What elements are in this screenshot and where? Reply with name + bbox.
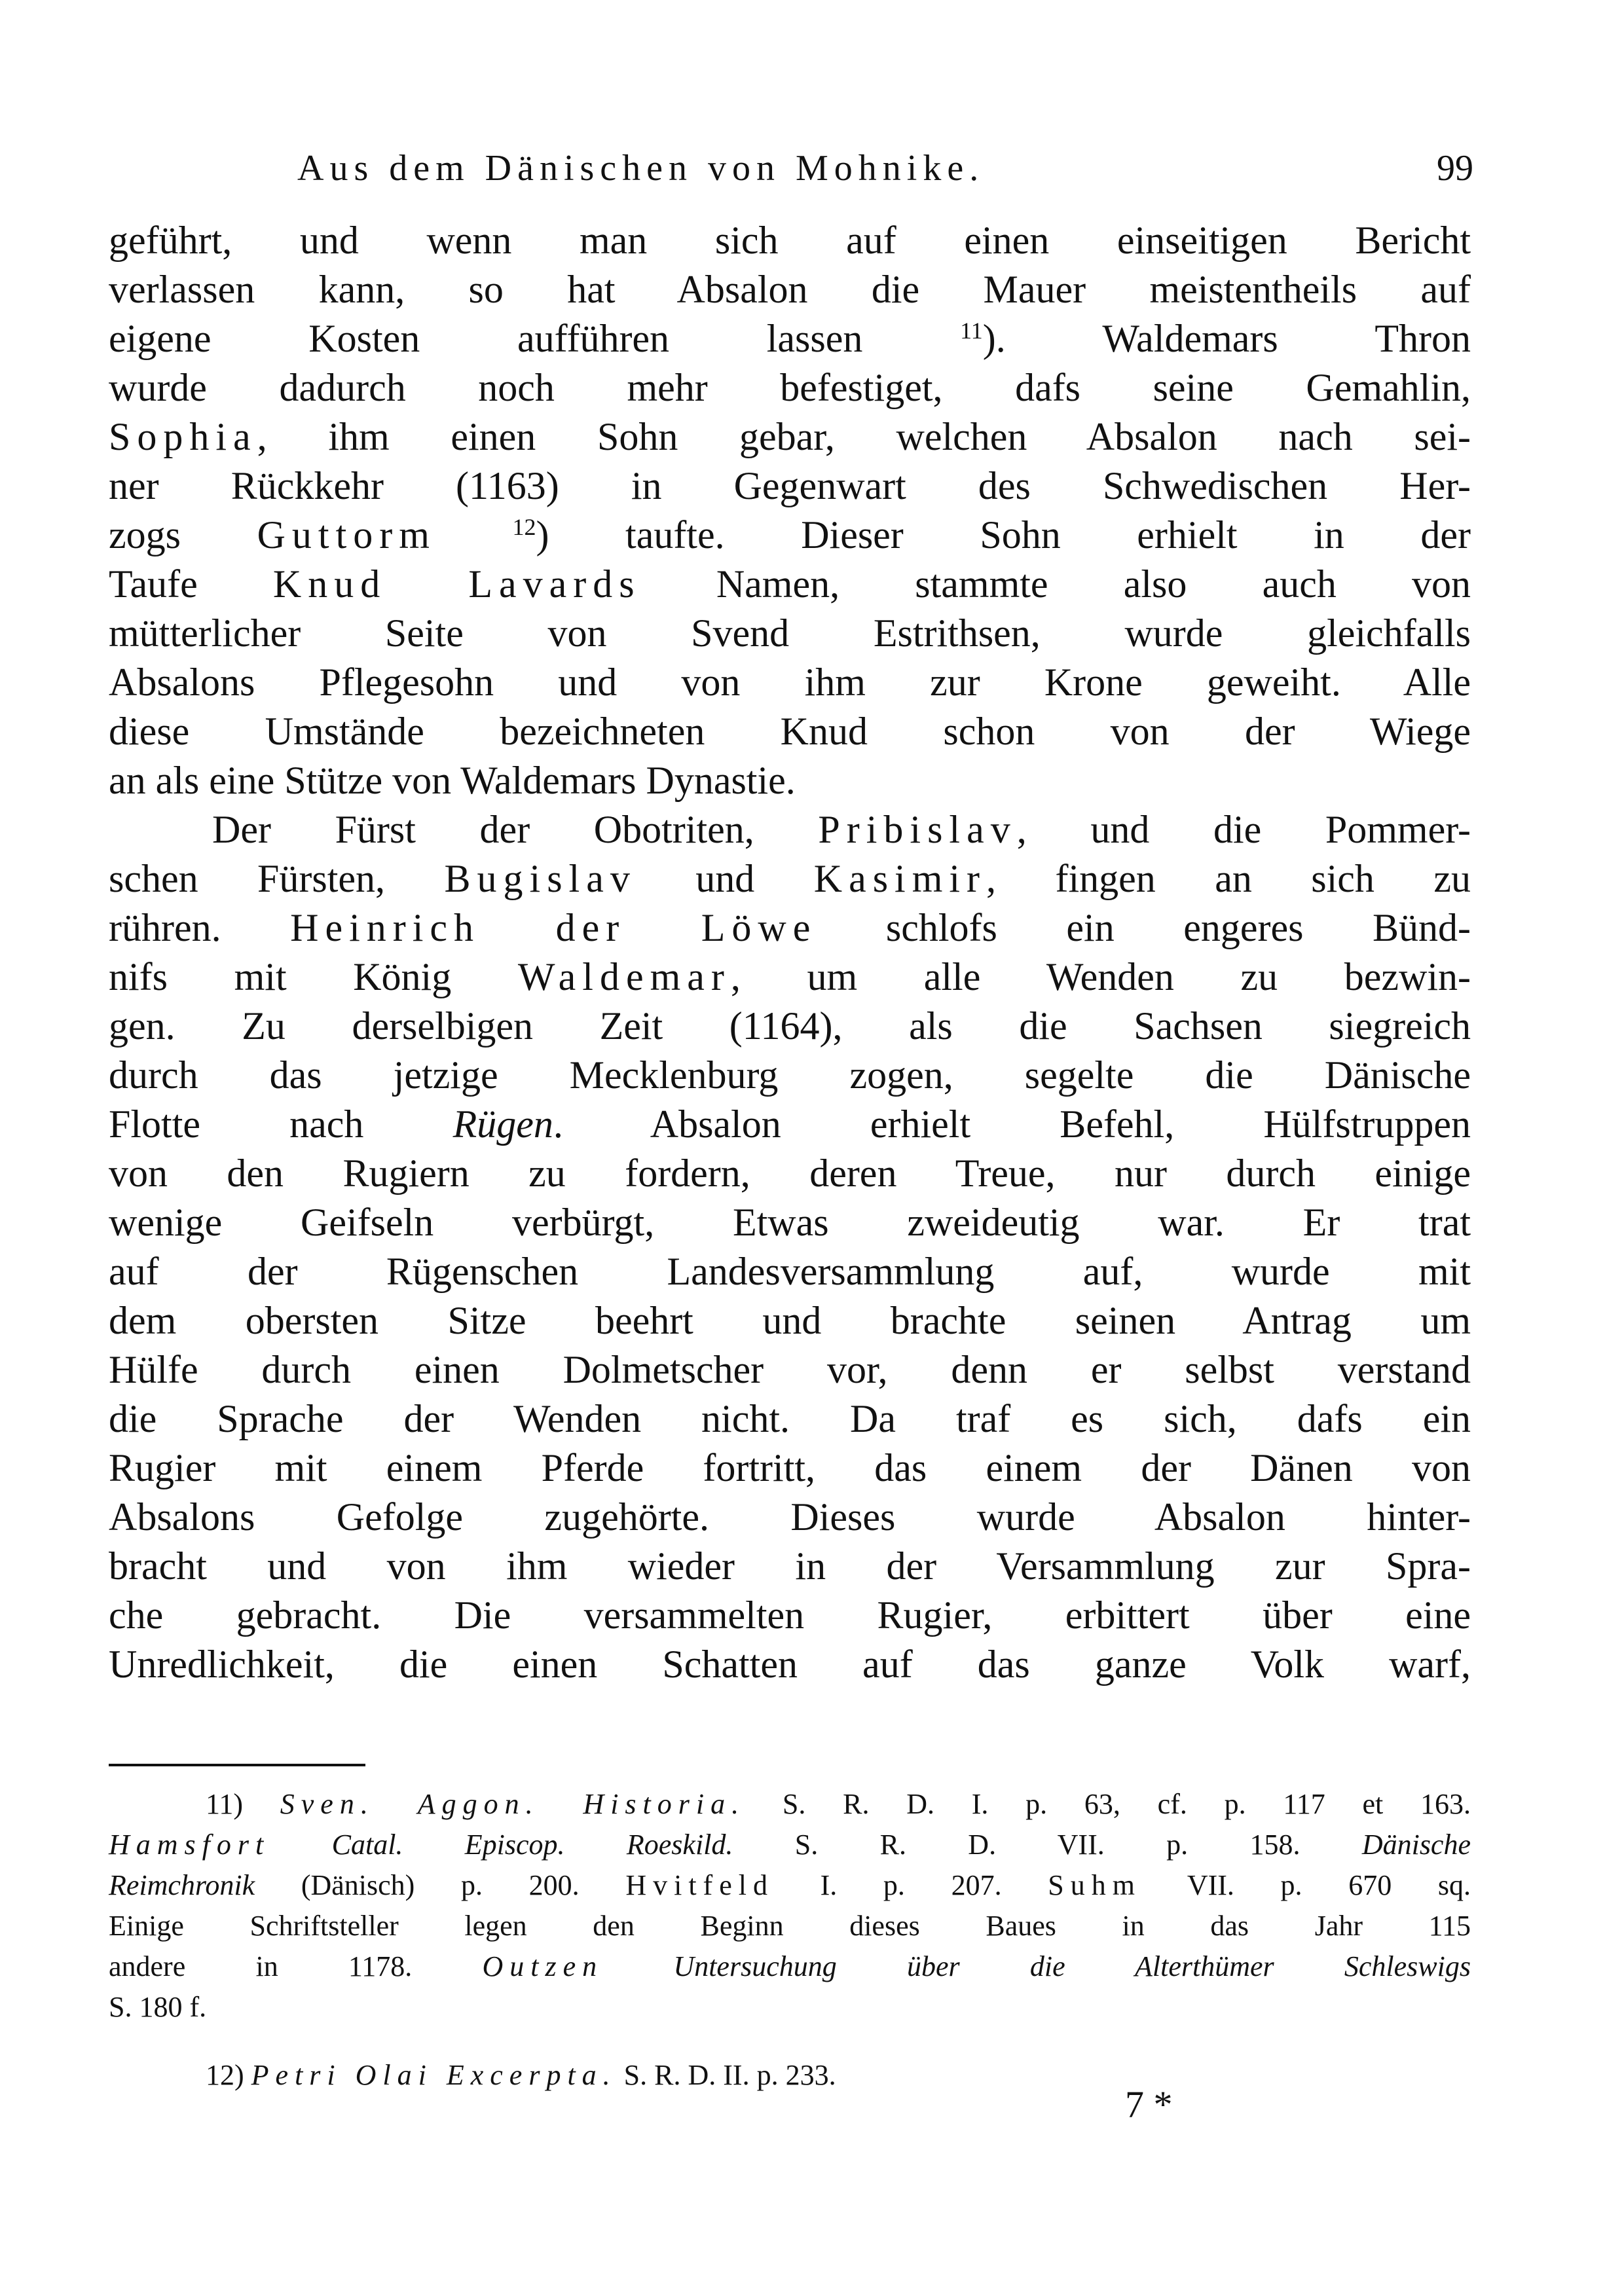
main-text <box>109 216 1471 1689</box>
text-line: mütterlicher Seite von Svend Estrithsen, wurde gleichfalls <box>109 611 1471 655</box>
spaced-name: Kasimir <box>813 857 987 900</box>
text-line: verlassen kann, so hat Absalon die Mauer meistentheils auf <box>109 268 1471 311</box>
footnote-11-line: Reimchronik (Dänisch) p. 200. Hvitfeld I. p. 207. Suhm VII. p. 670 sq. <box>109 1869 1471 1901</box>
text-line: gen. Zu derselbigen Zeit (1164), als die Sachsen siegreich <box>109 1004 1471 1048</box>
text-line: ner Rückkehr (1163) in Gegenwart des Schwedischen Her- <box>109 464 1471 507</box>
italic-source: Untersuchung über die Alterthümer Schleswigs <box>673 1950 1471 1982</box>
text-line: Flotte nach Rügen. Absalon erhielt Befehl, Hülfstruppen <box>109 1102 1471 1146</box>
text-line: wenige Geifseln verbürgt, Etwas zweideutig war. Er trat <box>109 1201 1471 1244</box>
text-line: wurde dadurch noch mehr befestiget, dafs seine Gemahlin, <box>109 366 1471 409</box>
text-line: Hülfe durch einen Dolmetscher vor, denn er selbst verstand <box>109 1348 1471 1391</box>
text-line: von den Rugiern zu fordern, deren Treue, nur durch einige <box>109 1152 1471 1195</box>
italic-source: Petri Olai Excerpta. <box>251 2059 617 2091</box>
footnote-11-line: Einige Schriftsteller legen den Beginn dieses Baues in das Jahr 115 <box>109 1910 1471 1942</box>
spaced-name: Knud Lavards <box>272 562 641 606</box>
text-line: Absalons Gefolge zugehörte. Dieses wurde Absalon hinter- <box>109 1495 1471 1539</box>
page-number: 99 <box>1437 148 1473 189</box>
italic-source: Reimchronik <box>109 1869 255 1901</box>
running-head <box>288 139 1473 198</box>
text-line: nifs mit König Waldemar, um alle Wenden zu bezwin- <box>109 955 1471 998</box>
italic-source: Catal. Episcop. Roeskild. <box>331 1829 733 1861</box>
footnote-ref-11: 11 <box>960 318 983 344</box>
italic-author: Outzen <box>482 1950 604 1982</box>
italic-source: Sven. Aggon. Historia. <box>280 1788 746 1820</box>
spaced-name: Heinrich der Löwe <box>290 906 817 949</box>
spaced-name: Sophia <box>109 415 257 458</box>
text-line: Taufe Knud Lavards Namen, stammte also auch von <box>109 562 1471 606</box>
text-line: diese Umstände bezeichneten Knud schon von der Wiege <box>109 710 1471 753</box>
text-line: Absalons Pflegesohn und von ihm zur Krone geweiht. Alle <box>109 661 1471 704</box>
footnote-11-line: andere in 1178. Outzen Untersuchung über die Alterthümer Schleswigs <box>109 1950 1471 1982</box>
text-line: Rugier mit einem Pferde fortritt, das einem der Dänen von <box>109 1446 1471 1489</box>
italic-author: Hamsfort <box>109 1829 270 1861</box>
footnote-11-line: 11) Sven. Aggon. Historia. S. R. D. I. p. 63, cf. p. 117 et 163. <box>206 1788 1471 1820</box>
text-line: bracht und von ihm wieder in der Versammlung zur Spra- <box>109 1544 1471 1588</box>
text-line: Der Fürst der Obotriten, Pribislav, und die Pommer- <box>212 808 1471 851</box>
text-line: che gebracht. Die versammelten Rugier, erbittert über eine <box>109 1594 1471 1637</box>
text-line: schen Fürsten, Bugislav und Kasimir, fingen an sich zu <box>109 857 1471 900</box>
text-line: an als eine Stütze von Waldemars Dynastie. <box>109 759 796 802</box>
text-line: eigene Kosten aufführen lassen $^{11}$). Waldemars Thron <box>109 317 1471 360</box>
footnote-gap <box>109 2028 1471 2055</box>
text-line: durch das jetzige Mecklenburg zogen, segelte die Dänische <box>109 1053 1471 1097</box>
text-line: Sophia, ihm einen Sohn gebar, welchen Absalon nach sei- <box>109 415 1471 458</box>
spaced-name: Bugislav <box>444 857 637 900</box>
text-line: die Sprache der Wenden nicht. Da traf es sich, dafs ein <box>109 1397 1471 1440</box>
spaced-name: Suhm <box>1048 1869 1141 1901</box>
spaced-name: Guttorm <box>257 513 436 556</box>
running-title: Aus dem Dänischen von Mohnike. <box>297 148 985 189</box>
text-line: zogs Guttorm $^{12}$) taufte. Dieser Sohn erhielt in der <box>109 513 1471 556</box>
text-line: rühren. Heinrich der Löwe schlofs ein engeres Bünd- <box>109 906 1471 949</box>
text-line: Unredlichkeit, die einen Schatten auf das ganze Volk warf, <box>109 1643 1471 1686</box>
text-line: geführt, und wenn man sich auf einen einseitigen Bericht <box>109 219 1471 262</box>
text-line: dem obersten Sitze beehrt und brachte seinen Antrag um <box>109 1299 1471 1342</box>
footnote-separator-rule <box>109 1764 365 1766</box>
spaced-name: Pribislav <box>818 808 1017 851</box>
italic-source: Dänische <box>1361 1829 1471 1861</box>
footnote-11-line: S. 180 f. <box>109 1991 207 2023</box>
footnotes <box>109 1784 1471 2096</box>
text-line: auf der Rügenschen Landesversammlung auf, wurde mit <box>109 1250 1471 1293</box>
spaced-name: Waldemar <box>517 955 731 998</box>
signature-mark: 7 * <box>1125 2083 1173 2126</box>
italic-place-name: Rügen <box>452 1102 553 1146</box>
footnote-11-line: Hamsfort Catal. Episcop. Roeskild. S. R. D. VII. p. 158. Dänische <box>109 1829 1471 1861</box>
footnote-12-line: 12) Petri Olai Excerpta. S. R. D. II. p. 233. <box>206 2059 836 2091</box>
footnote-ref-12: 12 <box>512 514 536 540</box>
spaced-name: Hvitfeld <box>625 1869 774 1901</box>
